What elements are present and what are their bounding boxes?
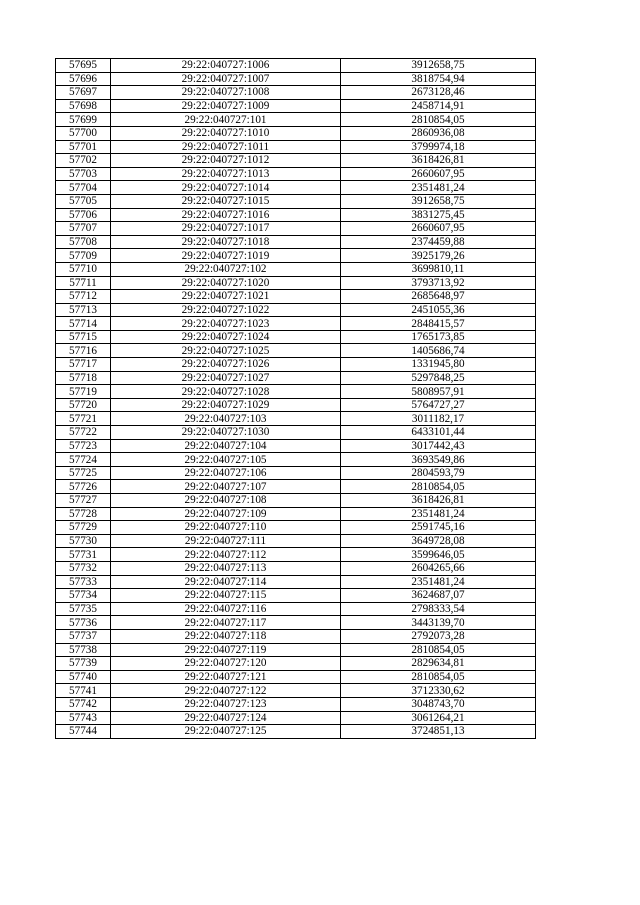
row-number-cell: 57736: [56, 616, 111, 630]
table-row: [56, 181, 536, 195]
table-body: [56, 59, 536, 739]
cadastral-value-cell: 2451055,36: [341, 303, 536, 317]
row-number-cell: 57708: [56, 235, 111, 249]
cadastral-number-cell: 29:22:040727:109: [111, 507, 341, 521]
cadastral-number-cell: 29:22:040727:121: [111, 670, 341, 684]
cadastral-value-cell: 3818754,94: [341, 72, 536, 86]
row-number-cell: 57696: [56, 72, 111, 86]
table-row: [56, 235, 536, 249]
cadastral-number-cell: 29:22:040727:104: [111, 439, 341, 453]
row-number-cell: 57725: [56, 466, 111, 480]
cadastral-number-cell: 29:22:040727:101: [111, 113, 341, 127]
table-row: [56, 86, 536, 100]
cadastral-value-cell: 3912658,75: [341, 194, 536, 208]
row-number-cell: 57697: [56, 86, 111, 100]
table-row: [56, 371, 536, 385]
cadastral-number-cell: 29:22:040727:1020: [111, 276, 341, 290]
cadastral-number-cell: 29:22:040727:116: [111, 602, 341, 616]
row-number-cell: 57722: [56, 426, 111, 440]
table-row: [56, 602, 536, 616]
cadastral-number-cell: 29:22:040727:1007: [111, 72, 341, 86]
cadastral-value-cell: 1405686,74: [341, 344, 536, 358]
cadastral-number-cell: 29:22:040727:106: [111, 466, 341, 480]
cadastral-value-cell: 2591745,16: [341, 521, 536, 535]
table-row: [56, 59, 536, 73]
table-row: [56, 113, 536, 127]
cadastral-number-cell: 29:22:040727:1013: [111, 167, 341, 181]
row-number-cell: 57719: [56, 385, 111, 399]
row-number-cell: 57740: [56, 670, 111, 684]
cadastral-number-cell: 29:22:040727:1017: [111, 222, 341, 236]
table-row: [56, 575, 536, 589]
cadastral-number-cell: 29:22:040727:117: [111, 616, 341, 630]
cadastral-number-cell: 29:22:040727:105: [111, 453, 341, 467]
cadastral-value-cell: 2351481,24: [341, 575, 536, 589]
table-row: [56, 453, 536, 467]
table-row: [56, 439, 536, 453]
table-row: [56, 222, 536, 236]
cadastral-number-cell: 29:22:040727:120: [111, 657, 341, 671]
cadastral-value-cell: 2848415,57: [341, 317, 536, 331]
table-row: [56, 167, 536, 181]
cadastral-value-cell: 2810854,05: [341, 670, 536, 684]
row-number-cell: 57731: [56, 548, 111, 562]
cadastral-value-cell: 3017442,43: [341, 439, 536, 453]
row-number-cell: 57701: [56, 140, 111, 154]
cadastral-value-cell: 5764727,27: [341, 398, 536, 412]
cadastral-number-cell: 29:22:040727:107: [111, 480, 341, 494]
cadastral-number-cell: 29:22:040727:1021: [111, 290, 341, 304]
row-number-cell: 57729: [56, 521, 111, 535]
cadastral-value-cell: 2860936,08: [341, 126, 536, 140]
table-row: [56, 629, 536, 643]
cadastral-value-cell: 3912658,75: [341, 59, 536, 73]
table-row: [56, 643, 536, 657]
table-row: [56, 262, 536, 276]
cadastral-number-cell: 29:22:040727:1023: [111, 317, 341, 331]
cadastral-number-cell: 29:22:040727:1022: [111, 303, 341, 317]
cadastral-value-cell: 5297848,25: [341, 371, 536, 385]
cadastral-value-cell: 2829634,81: [341, 657, 536, 671]
table-row: [56, 657, 536, 671]
row-number-cell: 57714: [56, 317, 111, 331]
cadastral-number-cell: 29:22:040727:108: [111, 494, 341, 508]
table-row: [56, 725, 536, 739]
cadastral-number-cell: 29:22:040727:1019: [111, 249, 341, 263]
cadastral-number-cell: 29:22:040727:123: [111, 697, 341, 711]
cadastral-value-cell: 2810854,05: [341, 113, 536, 127]
cadastral-number-cell: 29:22:040727:119: [111, 643, 341, 657]
row-number-cell: 57702: [56, 154, 111, 168]
cadastral-value-cell: 6433101,44: [341, 426, 536, 440]
row-number-cell: 57705: [56, 194, 111, 208]
cadastral-number-cell: 29:22:040727:110: [111, 521, 341, 535]
row-number-cell: 57707: [56, 222, 111, 236]
cadastral-number-cell: 29:22:040727:111: [111, 534, 341, 548]
row-number-cell: 57710: [56, 262, 111, 276]
table-row: [56, 534, 536, 548]
row-number-cell: 57718: [56, 371, 111, 385]
row-number-cell: 57703: [56, 167, 111, 181]
row-number-cell: 57744: [56, 725, 111, 739]
cadastral-value-cell: 1765173,85: [341, 330, 536, 344]
cadastral-value-cell: 5808957,91: [341, 385, 536, 399]
row-number-cell: 57743: [56, 711, 111, 725]
cadastral-value-cell: 3799974,18: [341, 140, 536, 154]
cadastral-value-cell: 2458714,91: [341, 99, 536, 113]
table-row: [56, 317, 536, 331]
row-number-cell: 57695: [56, 59, 111, 73]
row-number-cell: 57741: [56, 684, 111, 698]
cadastral-value-cell: 3724851,13: [341, 725, 536, 739]
cadastral-value-cell: 2798333,54: [341, 602, 536, 616]
row-number-cell: 57704: [56, 181, 111, 195]
table-row: [56, 154, 536, 168]
cadastral-value-cell: 3624687,07: [341, 589, 536, 603]
row-number-cell: 57723: [56, 439, 111, 453]
cadastral-value-cell: 2792073,28: [341, 629, 536, 643]
row-number-cell: 57735: [56, 602, 111, 616]
cadastral-number-cell: 29:22:040727:1024: [111, 330, 341, 344]
table-row: [56, 344, 536, 358]
table-row: [56, 589, 536, 603]
cadastral-number-cell: 29:22:040727:1015: [111, 194, 341, 208]
cadastral-number-cell: 29:22:040727:1008: [111, 86, 341, 100]
table-row: [56, 330, 536, 344]
cadastral-value-cell: 3649728,08: [341, 534, 536, 548]
table-row: [56, 616, 536, 630]
cadastral-number-cell: 29:22:040727:1014: [111, 181, 341, 195]
table-row: [56, 412, 536, 426]
table-row: [56, 72, 536, 86]
cadastral-value-cell: 2660607,95: [341, 167, 536, 181]
table-row: [56, 521, 536, 535]
row-number-cell: 57711: [56, 276, 111, 290]
cadastral-value-table: [55, 58, 536, 739]
row-number-cell: 57728: [56, 507, 111, 521]
cadastral-value-cell: 2374459,88: [341, 235, 536, 249]
row-number-cell: 57709: [56, 249, 111, 263]
cadastral-value-cell: 1331945,80: [341, 358, 536, 372]
table-row: [56, 290, 536, 304]
table-row: [56, 249, 536, 263]
cadastral-value-cell: 3618426,81: [341, 154, 536, 168]
row-number-cell: 57737: [56, 629, 111, 643]
row-number-cell: 57698: [56, 99, 111, 113]
row-number-cell: 57734: [56, 589, 111, 603]
table-row: [56, 697, 536, 711]
row-number-cell: 57739: [56, 657, 111, 671]
row-number-cell: 57730: [56, 534, 111, 548]
cadastral-value-cell: 3793713,92: [341, 276, 536, 290]
table-row: [56, 480, 536, 494]
cadastral-number-cell: 29:22:040727:1010: [111, 126, 341, 140]
cadastral-value-cell: 2660607,95: [341, 222, 536, 236]
cadastral-number-cell: 29:22:040727:125: [111, 725, 341, 739]
cadastral-value-cell: 3831275,45: [341, 208, 536, 222]
row-number-cell: 57727: [56, 494, 111, 508]
cadastral-number-cell: 29:22:040727:1029: [111, 398, 341, 412]
cadastral-number-cell: 29:22:040727:1025: [111, 344, 341, 358]
cadastral-value-cell: 2685648,97: [341, 290, 536, 304]
cadastral-value-cell: 3618426,81: [341, 494, 536, 508]
cadastral-value-cell: 3693549,86: [341, 453, 536, 467]
row-number-cell: 57715: [56, 330, 111, 344]
cadastral-number-cell: 29:22:040727:1026: [111, 358, 341, 372]
cadastral-value-cell: 3699810,11: [341, 262, 536, 276]
table-row: [56, 466, 536, 480]
cadastral-number-cell: 29:22:040727:1012: [111, 154, 341, 168]
cadastral-value-cell: 3712330,62: [341, 684, 536, 698]
cadastral-number-cell: 29:22:040727:102: [111, 262, 341, 276]
cadastral-value-cell: 2673128,46: [341, 86, 536, 100]
row-number-cell: 57724: [56, 453, 111, 467]
row-number-cell: 57733: [56, 575, 111, 589]
cadastral-number-cell: 29:22:040727:1030: [111, 426, 341, 440]
row-number-cell: 57699: [56, 113, 111, 127]
table-row: [56, 303, 536, 317]
table-row: [56, 140, 536, 154]
table-row: [56, 385, 536, 399]
cadastral-number-cell: 29:22:040727:118: [111, 629, 341, 643]
cadastral-value-cell: 3443139,70: [341, 616, 536, 630]
table-row: [56, 358, 536, 372]
cadastral-number-cell: 29:22:040727:103: [111, 412, 341, 426]
cadastral-value-cell: 3011182,17: [341, 412, 536, 426]
cadastral-value-cell: 3599646,05: [341, 548, 536, 562]
cadastral-number-cell: 29:22:040727:1009: [111, 99, 341, 113]
cadastral-number-cell: 29:22:040727:1027: [111, 371, 341, 385]
cadastral-value-cell: 2810854,05: [341, 480, 536, 494]
cadastral-value-cell: 3925179,26: [341, 249, 536, 263]
row-number-cell: 57732: [56, 561, 111, 575]
table-row: [56, 99, 536, 113]
table-row: [56, 276, 536, 290]
row-number-cell: 57721: [56, 412, 111, 426]
table-row: [56, 398, 536, 412]
cadastral-value-cell: 3061264,21: [341, 711, 536, 725]
table-row: [56, 194, 536, 208]
cadastral-value-cell: 2804593,79: [341, 466, 536, 480]
table-row: [56, 208, 536, 222]
table-row: [56, 494, 536, 508]
table-row: [56, 670, 536, 684]
cadastral-value-cell: 2351481,24: [341, 507, 536, 521]
table-row: [56, 548, 536, 562]
row-number-cell: 57738: [56, 643, 111, 657]
cadastral-value-cell: 3048743,70: [341, 697, 536, 711]
cadastral-number-cell: 29:22:040727:1016: [111, 208, 341, 222]
table-row: [56, 126, 536, 140]
cadastral-number-cell: 29:22:040727:1028: [111, 385, 341, 399]
cadastral-value-cell: 2351481,24: [341, 181, 536, 195]
row-number-cell: 57726: [56, 480, 111, 494]
table-row: [56, 507, 536, 521]
table-row: [56, 711, 536, 725]
cadastral-number-cell: 29:22:040727:114: [111, 575, 341, 589]
row-number-cell: 57716: [56, 344, 111, 358]
cadastral-value-cell: 2810854,05: [341, 643, 536, 657]
cadastral-number-cell: 29:22:040727:112: [111, 548, 341, 562]
cadastral-number-cell: 29:22:040727:1006: [111, 59, 341, 73]
row-number-cell: 57742: [56, 697, 111, 711]
table-row: [56, 561, 536, 575]
row-number-cell: 57706: [56, 208, 111, 222]
row-number-cell: 57713: [56, 303, 111, 317]
row-number-cell: 57720: [56, 398, 111, 412]
table-row: [56, 684, 536, 698]
table-row: [56, 426, 536, 440]
cadastral-number-cell: 29:22:040727:113: [111, 561, 341, 575]
cadastral-number-cell: 29:22:040727:124: [111, 711, 341, 725]
row-number-cell: 57700: [56, 126, 111, 140]
row-number-cell: 57712: [56, 290, 111, 304]
cadastral-number-cell: 29:22:040727:122: [111, 684, 341, 698]
cadastral-value-cell: 2604265,66: [341, 561, 536, 575]
cadastral-number-cell: 29:22:040727:1011: [111, 140, 341, 154]
cadastral-number-cell: 29:22:040727:1018: [111, 235, 341, 249]
row-number-cell: 57717: [56, 358, 111, 372]
cadastral-number-cell: 29:22:040727:115: [111, 589, 341, 603]
